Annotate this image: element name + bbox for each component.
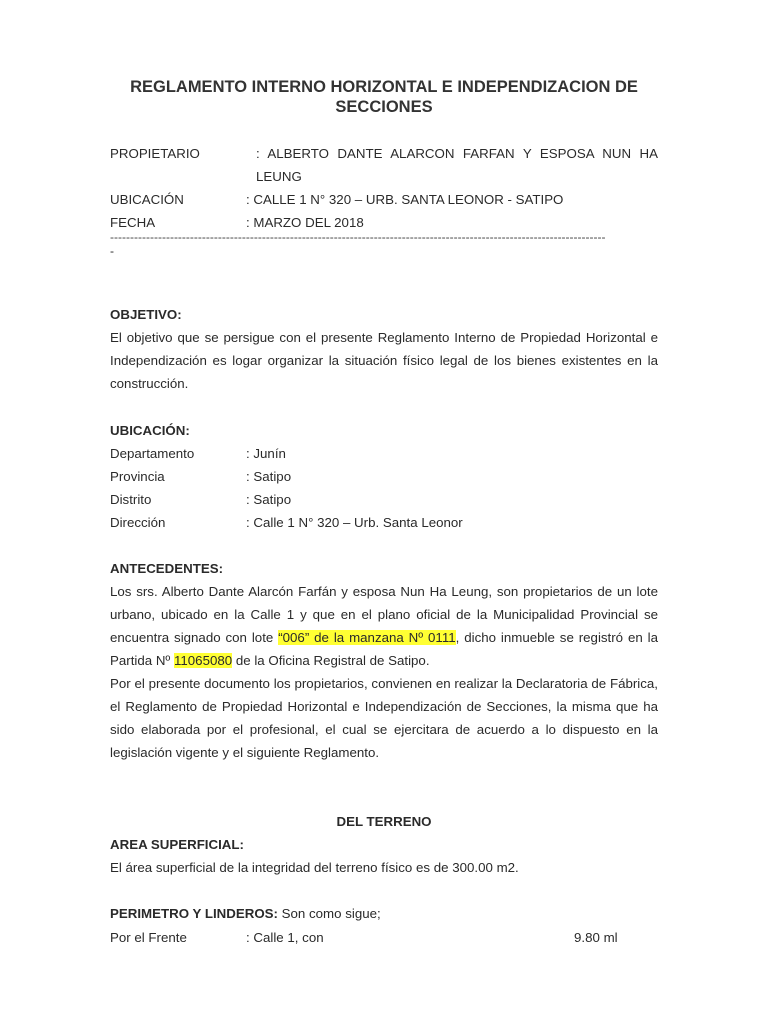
antecedentes-paragraph-1 [110,580,658,672]
fecha-value: : MARZO DEL 2018 [246,215,364,230]
frente-label: Por el Frente [110,930,187,945]
ubicacion-row-label: Distrito [110,492,152,507]
ubicacion-row-label: Departamento [110,446,195,461]
antecedentes-text-b: , dicho inmueble se registró en la Partida Nº [110,630,659,668]
ubicacion-header-label: UBICACIÓN [110,192,184,207]
area-heading: AREA SUPERFICIAL: [110,837,244,852]
ubicacion-row-label: Provincia [110,469,165,484]
antecedentes-text-a: Los srs. Alberto Dante Alarcón Farfán y esposa Nun Ha Leung, son propietarios de un lote urbano, ubicado en la Calle 1 y que en el plano oficial de la Municipalidad Provincial se encuentra signado con lote [110,584,658,645]
ubicacion-header-value: : CALLE 1 N° 320 – URB. SANTA LEONOR - SATIPO [246,192,564,207]
propietario-value: : ALBERTO DANTE ALARCON FARFAN Y ESPOSA NUN HA LEUNG [256,146,658,184]
antecedentes-text-c: de la Oficina Registral de Satipo. [232,653,430,668]
ubicacion-row-label: Dirección [110,515,166,530]
ubicacion-row-value: : Satipo [246,469,292,484]
separator-tail: - [110,244,114,258]
objetivo-heading: OBJETIVO: [110,307,182,322]
partida-highlight: 11065080 [173,653,233,668]
area-text: El área superficial de la integridad del terreno físico es de 300.00 m2. [110,860,519,875]
propietario-label: PROPIETARIO [110,146,200,161]
perimetro-row [110,902,381,925]
objetivo-paragraph: El objetivo que se persigue con el presente Reglamento Interno de Propiedad Horizontal e Independización es logar organizar la situación físico legal de los bienes existentes en la construcción. [110,330,658,391]
ubicacion-row-value: : Satipo [246,492,292,507]
ubicacion-row-value: : Junín [246,446,286,461]
ubicacion-row-value: : Calle 1 N° 320 – Urb. Santa Leonor [246,515,463,530]
antecedentes-paragraph-2: Por el presente documento los propietarios, convienen en realizar la Declaratoria de Fábrica, el Reglamento de Propiedad Horizontal e Independización de Secciones, la misma que ha sido elaborada por el profesional, el cual se ejercitara de acuerdo a lo dispuesto en la legislación vigente y el siguiente Reglamento. [110,676,658,760]
perimetro-text: Son como sigue; [277,906,381,921]
lote-highlight: “006” de la manzana Nº 0111 [278,630,456,645]
frente-value: : Calle 1, con [246,930,324,945]
separator-line: ---------------------------------------------------------------------------------------------------------------------------- [110,230,606,244]
perimetro-heading: PERIMETRO Y LINDEROS: [110,906,278,921]
document-title: REGLAMENTO INTERNO HORIZONTAL E INDEPENDIZACION DE SECCIONES [130,78,638,116]
terreno-heading: DEL TERRENO [336,814,432,829]
antecedentes-heading: ANTECEDENTES: [110,561,224,576]
ubicacion-heading: UBICACIÓN: [110,423,190,438]
frente-measure: 9.80 ml [574,930,618,945]
fecha-label: FECHA [110,215,156,230]
